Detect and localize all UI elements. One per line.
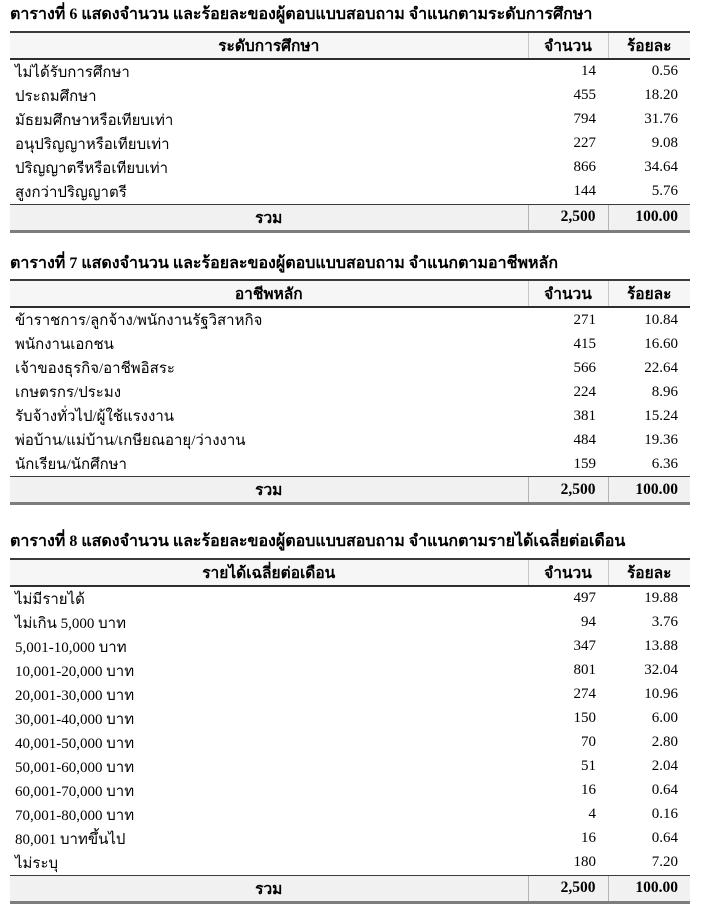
table-row xyxy=(10,683,690,707)
row-percent: 2.04 xyxy=(608,755,690,779)
row-count: 866 xyxy=(528,156,608,180)
row-label: 50,001-60,000 บาท xyxy=(10,755,528,779)
row-label: 10,001-20,000 บาท xyxy=(10,659,528,683)
row-label: ไม่มีรายได้ xyxy=(10,586,528,611)
row-label: สูงกว่าปริญญาตรี xyxy=(10,180,528,205)
row-label: ประถมศึกษา xyxy=(10,84,528,108)
total-label: รวม xyxy=(10,477,528,504)
table-row xyxy=(10,827,690,851)
row-percent: 0.64 xyxy=(608,827,690,851)
table-row xyxy=(10,108,690,132)
row-count: 794 xyxy=(528,108,608,132)
education-table xyxy=(10,31,690,233)
row-percent: 19.36 xyxy=(608,428,690,452)
table-row xyxy=(10,404,690,428)
category-column-header: อาชีพหลัก xyxy=(10,280,528,307)
row-count: 227 xyxy=(528,132,608,156)
row-count: 180 xyxy=(528,851,608,876)
table-header-row xyxy=(10,280,690,307)
table-7-title: ตารางที่ 7 แสดงจำนวน และร้อยละของผู้ตอบแบบสอบถาม จำแนกตามอาชีพหลัก xyxy=(10,254,559,272)
row-label: รับจ้างทั่วไป/ผู้ใช้แรงงาน xyxy=(10,404,528,428)
row-count: 159 xyxy=(528,452,608,477)
row-label: เกษตรกร/ประมง xyxy=(10,380,528,404)
total-row xyxy=(10,477,690,504)
row-percent: 2.80 xyxy=(608,731,690,755)
table-row xyxy=(10,332,690,356)
row-percent: 0.64 xyxy=(608,779,690,803)
row-count: 566 xyxy=(528,356,608,380)
category-column-header: รายได้เฉลี่ยต่อเดือน xyxy=(10,559,528,586)
total-row xyxy=(10,875,690,902)
row-count: 274 xyxy=(528,683,608,707)
row-percent: 10.96 xyxy=(608,683,690,707)
table-6-title: ตารางที่ 6 แสดงจำนวน และร้อยละของผู้ตอบแบบสอบถาม จำแนกตามระดับการศึกษา xyxy=(10,6,593,23)
table-row xyxy=(10,851,690,876)
row-percent: 0.56 xyxy=(608,59,690,84)
row-count: 16 xyxy=(528,779,608,803)
table-row xyxy=(10,356,690,380)
row-label: 20,001-30,000 บาท xyxy=(10,683,528,707)
row-count: 455 xyxy=(528,84,608,108)
row-percent: 32.04 xyxy=(608,659,690,683)
row-count: 94 xyxy=(528,611,608,635)
total-count: 2,500 xyxy=(528,204,608,231)
percent-column-header: ร้อยละ xyxy=(608,280,690,307)
row-label: ไม่ได้รับการศึกษา xyxy=(10,59,528,84)
row-label: มัธยมศึกษาหรือเทียบเท่า xyxy=(10,108,528,132)
row-count: 70 xyxy=(528,731,608,755)
count-column-header: จำนวน xyxy=(528,559,608,586)
row-count: 271 xyxy=(528,307,608,332)
table-section-education xyxy=(10,4,690,233)
row-count: 16 xyxy=(528,827,608,851)
row-count: 150 xyxy=(528,707,608,731)
table-header-row xyxy=(10,32,690,59)
table-row xyxy=(10,611,690,635)
row-percent: 6.00 xyxy=(608,707,690,731)
table-row xyxy=(10,180,690,205)
row-label: พนักงานเอกชน xyxy=(10,332,528,356)
row-percent: 18.20 xyxy=(608,84,690,108)
row-label: 70,001-80,000 บาท xyxy=(10,803,528,827)
percent-column-header: ร้อยละ xyxy=(608,32,690,59)
row-percent: 5.76 xyxy=(608,180,690,205)
total-label: รวม xyxy=(10,204,528,231)
table-section-income xyxy=(10,531,690,904)
row-label: 60,001-70,000 บาท xyxy=(10,779,528,803)
row-percent: 10.84 xyxy=(608,307,690,332)
table-row xyxy=(10,586,690,611)
row-count: 347 xyxy=(528,635,608,659)
row-count: 497 xyxy=(528,586,608,611)
row-percent: 0.16 xyxy=(608,803,690,827)
row-percent: 6.36 xyxy=(608,452,690,477)
table-header-row xyxy=(10,559,690,586)
row-label: ไม่เกิน 5,000 บาท xyxy=(10,611,528,635)
total-count: 2,500 xyxy=(528,875,608,902)
row-count: 51 xyxy=(528,755,608,779)
row-label: นักเรียน/นักศึกษา xyxy=(10,452,528,477)
row-percent: 34.64 xyxy=(608,156,690,180)
table-row xyxy=(10,731,690,755)
table-row xyxy=(10,156,690,180)
percent-column-header: ร้อยละ xyxy=(608,559,690,586)
row-label: เจ้าของธุรกิจ/อาชีพอิสระ xyxy=(10,356,528,380)
row-count: 144 xyxy=(528,180,608,205)
row-count: 415 xyxy=(528,332,608,356)
table-row xyxy=(10,707,690,731)
occupation-table xyxy=(10,279,690,505)
row-percent: 7.20 xyxy=(608,851,690,876)
table-section-occupation xyxy=(10,253,690,506)
table-row xyxy=(10,803,690,827)
row-percent: 22.64 xyxy=(608,356,690,380)
total-percent: 100.00 xyxy=(608,477,690,504)
income-table xyxy=(10,558,690,904)
row-label: 30,001-40,000 บาท xyxy=(10,707,528,731)
table-row xyxy=(10,659,690,683)
count-column-header: จำนวน xyxy=(528,32,608,59)
category-column-header: ระดับการศึกษา xyxy=(10,32,528,59)
row-count: 4 xyxy=(528,803,608,827)
row-label: ไม่ระบุ xyxy=(10,851,528,876)
count-column-header: จำนวน xyxy=(528,280,608,307)
row-percent: 31.76 xyxy=(608,108,690,132)
table-row xyxy=(10,84,690,108)
total-count: 2,500 xyxy=(528,477,608,504)
row-count: 14 xyxy=(528,59,608,84)
row-count: 801 xyxy=(528,659,608,683)
row-label: 40,001-50,000 บาท xyxy=(10,731,528,755)
row-percent: 3.76 xyxy=(608,611,690,635)
row-label: 80,001 บาทขึ้นไป xyxy=(10,827,528,851)
table-row xyxy=(10,59,690,84)
row-count: 484 xyxy=(528,428,608,452)
row-label: ปริญญาตรีหรือเทียบเท่า xyxy=(10,156,528,180)
row-percent: 8.96 xyxy=(608,380,690,404)
table-row xyxy=(10,635,690,659)
row-count: 224 xyxy=(528,380,608,404)
row-label: พ่อบ้าน/แม่บ้าน/เกษียณอายุ/ว่างงาน xyxy=(10,428,528,452)
row-percent: 15.24 xyxy=(608,404,690,428)
row-label: ข้าราชการ/ลูกจ้าง/พนักงานรัฐวิสาหกิจ xyxy=(10,307,528,332)
table-8-title: ตารางที่ 8 แสดงจำนวน และร้อยละของผู้ตอบแบบสอบถาม จำแนกตามรายได้เฉลี่ยต่อเดือน xyxy=(10,533,626,551)
table-row xyxy=(10,755,690,779)
table-row xyxy=(10,307,690,332)
table-row xyxy=(10,452,690,477)
row-percent: 13.88 xyxy=(608,635,690,659)
table-row xyxy=(10,428,690,452)
row-percent: 16.60 xyxy=(608,332,690,356)
row-label: อนุปริญญาหรือเทียบเท่า xyxy=(10,132,528,156)
row-count: 381 xyxy=(528,404,608,428)
row-label: 5,001-10,000 บาท xyxy=(10,635,528,659)
table-row xyxy=(10,132,690,156)
total-percent: 100.00 xyxy=(608,875,690,902)
row-percent: 9.08 xyxy=(608,132,690,156)
total-percent: 100.00 xyxy=(608,204,690,231)
table-row xyxy=(10,380,690,404)
row-percent: 19.88 xyxy=(608,586,690,611)
total-row xyxy=(10,204,690,231)
total-label: รวม xyxy=(10,875,528,902)
table-row xyxy=(10,779,690,803)
